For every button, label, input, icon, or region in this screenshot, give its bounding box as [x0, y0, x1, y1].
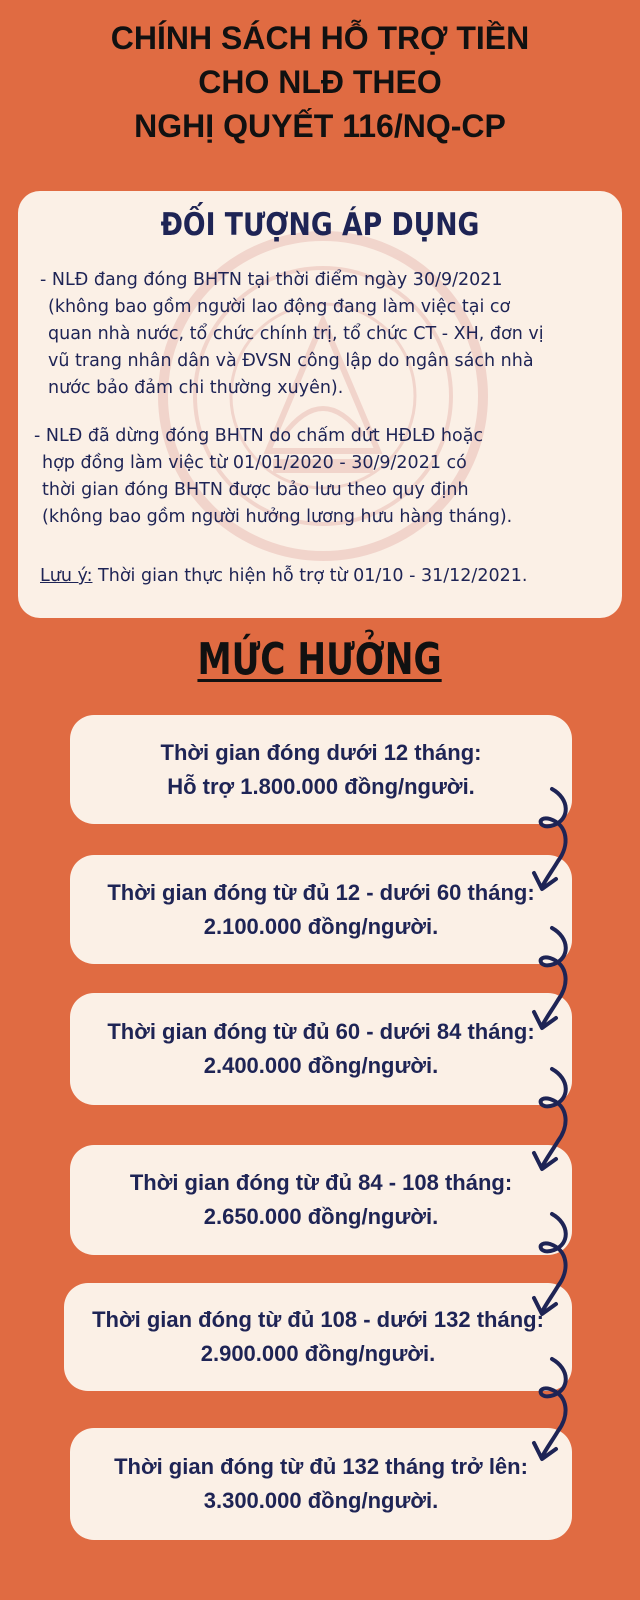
tier-condition: Thời gian đóng dưới 12 tháng:: [160, 739, 482, 765]
benefits-heading: [0, 632, 640, 688]
paragraph-line: nước bảo đảm chi thường xuyên).: [48, 378, 344, 398]
tier-condition: Thời gian đóng từ đủ 60 - dưới 84 tháng:: [107, 1019, 535, 1044]
tier-condition: Thời gian đóng từ đủ 12 - dưới 60 tháng:: [107, 879, 535, 905]
curly-arrow-icon: [530, 1065, 578, 1175]
benefit-tier-4: [70, 1145, 572, 1255]
paragraph-line: (không bao gồm người lao động đang làm việc tại cơ: [48, 297, 511, 317]
benefit-tier-2: [70, 855, 572, 964]
eligibility-heading: ĐỐI TƯỢNG ÁP DỤNG: [160, 207, 480, 243]
benefit-tier-5: [64, 1283, 572, 1391]
eligibility-paragraph-1: [40, 267, 544, 402]
curly-arrow-icon: [530, 924, 578, 1034]
note-label: Lưu ý:: [40, 566, 93, 586]
paragraph-line: (không bao gồm người hưởng lương hưu hàng tháng).: [42, 507, 513, 527]
title-line-2: CHO NLĐ THEO: [198, 64, 442, 100]
curly-arrow-icon: [530, 785, 578, 895]
paragraph-line: - NLĐ đang đóng BHTN tại thời điểm ngày 30/9/2021: [40, 270, 503, 290]
paragraph-line: - NLĐ đã dừng đóng BHTN do chấm dứt HĐLĐ hoặc: [34, 426, 484, 446]
benefit-tier-1: [70, 715, 572, 824]
tier-amount: 2.100.000 đồng/người.: [203, 913, 439, 939]
benefit-tier-6: [70, 1428, 572, 1540]
eligibility-paragraph-2: [34, 423, 512, 531]
title-line-3: NGHỊ QUYẾT 116/NQ-CP: [134, 108, 506, 144]
tier-condition: Thời gian đóng từ đủ 132 tháng trở lên:: [114, 1454, 528, 1479]
note: [40, 563, 527, 590]
tier-amount: 2.650.000 đồng/người.: [203, 1204, 439, 1229]
tier-amount: Hỗ trợ 1.800.000 đồng/người.: [167, 773, 475, 799]
tier-condition: Thời gian đóng từ đủ 108 - dưới 132 tháng:: [92, 1307, 544, 1332]
tier-amount: 2.400.000 đồng/người.: [203, 1053, 439, 1078]
tier-amount: 2.900.000 đồng/người.: [200, 1341, 436, 1366]
paragraph-line: thời gian đóng BHTN được bảo lưu theo quy định: [42, 480, 469, 500]
benefits-heading-text: MỨC HƯỞNG: [197, 634, 443, 685]
tier-condition: Thời gian đóng từ đủ 84 - 108 tháng:: [129, 1170, 513, 1195]
title-line-1: CHÍNH SÁCH HỖ TRỢ TIỀN: [110, 20, 530, 56]
tier-amount: 3.300.000 đồng/người.: [203, 1488, 439, 1513]
benefit-tier-3: [70, 993, 572, 1105]
paragraph-line: hợp đồng làm việc từ 01/01/2020 - 30/9/2021 có: [42, 453, 467, 473]
page-title: [0, 16, 640, 148]
curly-arrow-icon: [530, 1210, 578, 1320]
note-text: Thời gian thực hiện hỗ trợ từ 01/10 - 31/12/2021.: [92, 566, 528, 586]
paragraph-line: quan nhà nước, tổ chức chính trị, tổ chức CT - XH, đơn vị: [48, 324, 544, 344]
eligibility-panel: [18, 191, 622, 618]
curly-arrow-icon: [530, 1355, 578, 1465]
paragraph-line: vũ trang nhân dân và ĐVSN công lập do ngân sách nhà: [48, 351, 534, 371]
